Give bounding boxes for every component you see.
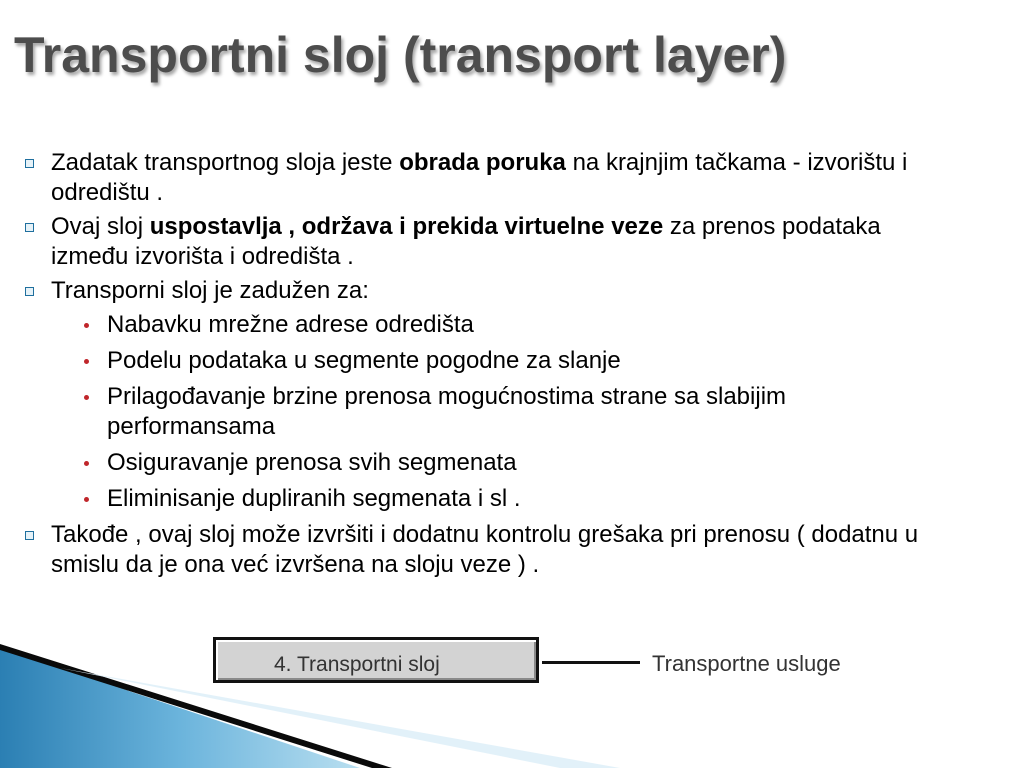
sub-bullet-item <box>0 484 1024 514</box>
sub-bullet-item <box>0 310 1024 340</box>
dot-bullet-icon <box>84 461 89 466</box>
square-bullet-icon <box>25 531 34 540</box>
bullet-item <box>0 148 1024 208</box>
bullet-bold-text: obrada poruka <box>399 149 566 176</box>
sub-bullet-item <box>0 346 1024 376</box>
sub-bullet-text: Nabavku mrežne adrese odredišta <box>107 311 474 338</box>
sub-bullet-text: Prilagođavanje brzine prenosa mogućnostima strane sa slabijim performansama <box>107 383 787 440</box>
bullet-item <box>0 276 1024 306</box>
square-bullet-icon <box>25 159 34 168</box>
bullet-text: na krajnjim tačkama - izvorištu i odredištu . <box>51 149 908 206</box>
bullet-text: Ovaj sloj <box>51 213 150 240</box>
square-bullet-icon <box>25 287 34 296</box>
layer-label: 4. Transportni sloj <box>274 653 440 676</box>
bullet-text: Zadatak transportnog sloja jeste <box>51 149 400 176</box>
dot-bullet-icon <box>84 323 89 328</box>
service-label: Transportne usluge <box>652 651 841 676</box>
sub-bullet-text: Osiguravanje prenosa svih segmenata <box>107 449 517 476</box>
sub-bullet-text: Podelu podataka u segmente pogodne za slanje <box>107 347 621 374</box>
sub-bullet-text: Eliminisanje dupliranih segmenata i sl . <box>107 485 521 512</box>
layer-diagram <box>210 632 882 688</box>
bullet-text: Transporni sloj je zadužen za: <box>51 277 369 304</box>
bullet-item <box>0 212 1024 272</box>
bullet-text: Takođe , ovaj sloj može izvršiti i dodatnu kontrolu grešaka pri prenosu ( dodatnu u smislu da je ona već izvršena na sloju veze ) . <box>51 521 919 578</box>
bullet-text: za prenos podataka između izvorišta i odredišta . <box>51 213 881 270</box>
dot-bullet-icon <box>84 395 89 400</box>
connector-line <box>542 661 640 664</box>
sub-bullet-item <box>0 382 1024 442</box>
slide-title: Transportni sloj (transport layer) <box>14 27 787 83</box>
slide-content <box>0 148 1024 584</box>
dot-bullet-icon <box>84 359 89 364</box>
bullet-item <box>0 520 1024 580</box>
transport-layer-box <box>213 637 539 683</box>
dot-bullet-icon <box>84 497 89 502</box>
sub-bullet-item <box>0 448 1024 478</box>
bullet-bold-text: uspostavlja , održava i prekida virtuelne veze <box>149 213 664 240</box>
square-bullet-icon <box>25 223 34 232</box>
